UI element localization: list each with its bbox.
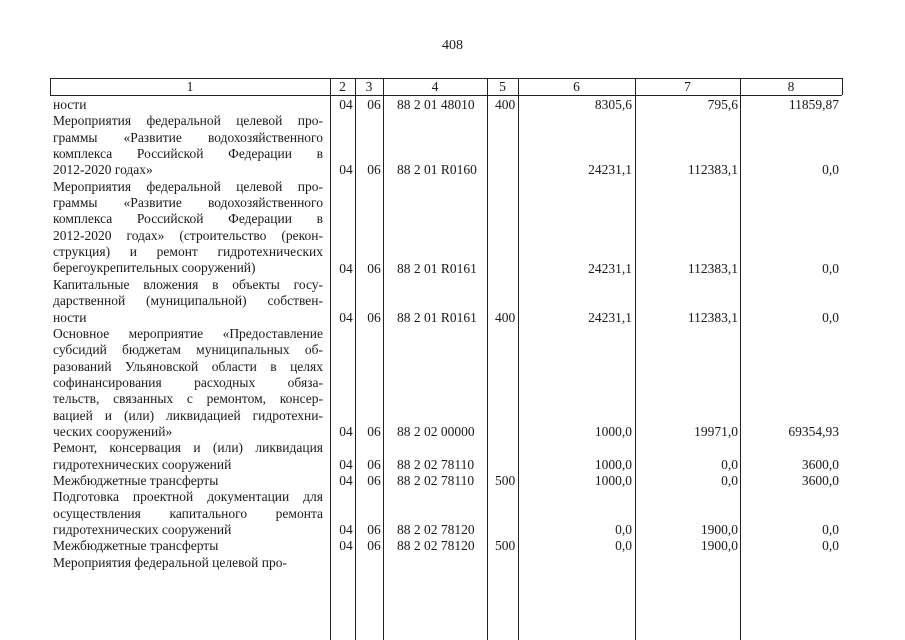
description-line: Подготовка проектной документации для — [53, 489, 323, 505]
cell-c8: 0,0 — [822, 538, 839, 554]
cell-c8: 11859,87 — [788, 97, 839, 112]
row-description — [53, 555, 323, 571]
cell-c7: 0,0 — [721, 456, 738, 472]
description-line: Капитальные вложения в объекты госу- — [53, 276, 323, 292]
cell-c5: 500 — [495, 538, 516, 554]
column-header-4: 4 — [431, 79, 439, 94]
column-header-2: 2 — [339, 79, 346, 94]
cell-c6: 0,0 — [615, 522, 632, 538]
cell-c7: 1900,0 — [700, 522, 738, 538]
description-line: дарственной (муниципальной) собствен- — [53, 293, 323, 309]
cell-c4: 88 2 02 78110 — [397, 473, 475, 489]
description-line: разований Ульяновской области в целях — [53, 358, 323, 374]
description-line: гидротехнических сооружений — [53, 522, 232, 538]
row-description — [53, 489, 323, 538]
cell-c7: 19971,0 — [694, 424, 738, 439]
column-header-7: 7 — [684, 79, 691, 94]
description-line: Основное мероприятие «Предоставление — [53, 325, 323, 341]
cell-c3: 06 — [367, 473, 381, 489]
row-description — [53, 97, 323, 113]
row-description — [53, 326, 323, 440]
cell-c4: 88 2 01 R0161 — [397, 260, 477, 276]
cell-c3: 06 — [367, 456, 381, 472]
cell-c8: 0,0 — [822, 522, 839, 538]
row-description — [53, 113, 323, 178]
cell-c5: 500 — [495, 473, 516, 489]
description-line: осуществления капитального ремонта — [53, 505, 323, 521]
description-line: Мероприятия федеральной целевой про- — [53, 554, 287, 570]
description-line: 2012-2020 годах» — [53, 162, 153, 178]
cell-c2: 04 — [339, 522, 353, 538]
cell-c8: 3600,0 — [801, 456, 839, 472]
description-line: 2012-2020 годах» (строительство (рекон- — [53, 227, 323, 243]
row-description — [53, 538, 323, 554]
cell-c3: 06 — [367, 260, 381, 276]
description-line: комплекса Российской Федерации в — [53, 211, 323, 227]
row-description — [53, 473, 323, 489]
cell-c6: 0,0 — [615, 538, 632, 554]
cell-c4: 88 2 01 R0160 — [397, 162, 477, 178]
cell-c7: 1900,0 — [700, 538, 738, 554]
description-line: Ремонт, консервация и (или) ликвидация — [53, 440, 323, 456]
description-line: граммы «Развитие водохозяйственного — [53, 129, 323, 145]
description-line: субсидий бюджетам муниципальных об- — [53, 342, 323, 358]
page-number: 408 — [442, 38, 463, 53]
column-header-3: 3 — [365, 79, 373, 94]
cell-c3: 06 — [367, 162, 381, 178]
cell-c6: 24231,1 — [588, 162, 632, 178]
description-line: ческих сооружений» — [53, 423, 173, 439]
cell-c2: 04 — [339, 473, 353, 489]
description-line: Межбюджетные трансферты — [53, 538, 219, 554]
description-line: комплекса Российской Федерации в — [53, 146, 323, 162]
row-description — [53, 179, 323, 277]
cell-c7: 112383,1 — [687, 309, 738, 325]
cell-c2: 04 — [339, 456, 353, 472]
description-line: струкция) и ремонт гидротехнических — [53, 244, 323, 260]
cell-c7: 0,0 — [721, 473, 738, 489]
cell-c2: 04 — [339, 309, 353, 325]
cell-c2: 04 — [339, 538, 353, 554]
description-line: берегоукрепительных сооружений) — [53, 260, 256, 276]
cell-c4: 88 2 02 78120 — [397, 538, 475, 554]
cell-c3: 06 — [367, 424, 381, 439]
cell-c8: 3600,0 — [801, 473, 839, 489]
column-header-8: 8 — [787, 79, 795, 94]
cell-c6: 1000,0 — [594, 456, 632, 472]
description-line: Мероприятия федеральной целевой про- — [53, 178, 323, 194]
row-description — [53, 277, 323, 326]
cell-c5: 400 — [495, 97, 516, 112]
column-header-5: 5 — [499, 79, 506, 94]
cell-c8: 69354,93 — [788, 424, 839, 439]
cell-c3: 06 — [367, 538, 381, 554]
cell-c7: 112383,1 — [687, 162, 738, 178]
cell-c2: 04 — [339, 97, 353, 112]
cell-c3: 06 — [367, 522, 381, 538]
cell-c4: 88 2 02 78110 — [397, 456, 475, 472]
cell-c4: 88 2 02 78120 — [397, 522, 475, 538]
description-line: ности — [53, 309, 87, 325]
description-line: софинансирования расходных обяза- — [53, 374, 323, 390]
cell-c6: 24231,1 — [588, 260, 632, 276]
cell-c6: 8305,6 — [594, 97, 632, 112]
cell-c7: 112383,1 — [687, 260, 738, 276]
description-line: Мероприятия федеральной целевой про- — [53, 113, 323, 129]
cell-c6: 24231,1 — [588, 309, 632, 325]
description-line: граммы «Развитие водохозяйственного — [53, 195, 323, 211]
cell-c2: 04 — [339, 260, 353, 276]
column-header-6: 6 — [573, 79, 580, 94]
description-line: вацией и (или) ликвидацией гидротехни- — [53, 407, 323, 423]
cell-c6: 1000,0 — [594, 473, 632, 489]
description-line: ности — [53, 97, 87, 112]
description-line: Межбюджетные трансферты — [53, 473, 219, 489]
description-line: гидротехнических сооружений — [53, 456, 232, 472]
cell-c4: 88 2 01 R0161 — [397, 309, 477, 325]
cell-c4: 88 2 01 48010 — [397, 97, 475, 112]
row-description — [53, 440, 323, 473]
cell-c4: 88 2 02 00000 — [397, 424, 475, 439]
cell-c8: 0,0 — [822, 309, 839, 325]
cell-c6: 1000,0 — [594, 424, 632, 439]
cell-c3: 06 — [367, 97, 381, 112]
cell-c2: 04 — [339, 424, 353, 439]
cell-c7: 795,6 — [707, 97, 738, 112]
cell-c3: 06 — [367, 309, 381, 325]
cell-c2: 04 — [339, 162, 353, 178]
description-line: тельств, связанных с ремонтом, консер- — [53, 391, 323, 407]
cell-c8: 0,0 — [822, 162, 839, 178]
cell-c8: 0,0 — [822, 260, 839, 276]
column-header-1: 1 — [186, 79, 194, 94]
cell-c5: 400 — [495, 309, 516, 325]
